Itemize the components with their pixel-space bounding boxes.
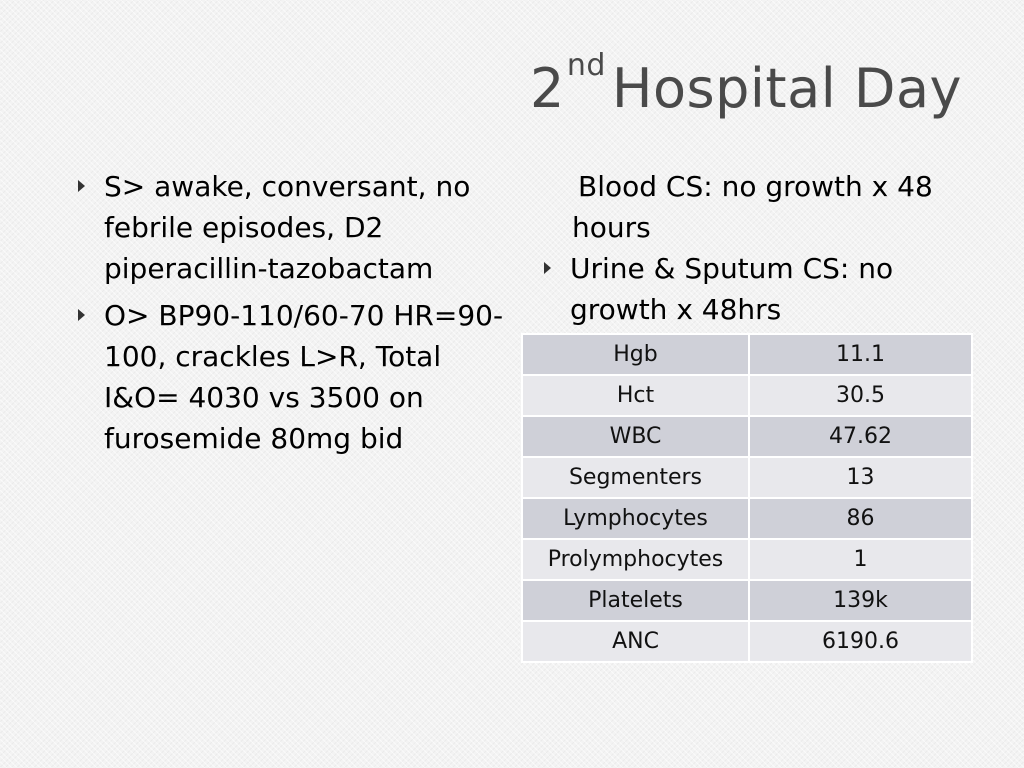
- subjective-text: S> awake, conversant, no febrile episodes, D2 piperacillin-tazobactam: [104, 170, 471, 285]
- table-row: [522, 580, 972, 621]
- lab-results-table: [521, 333, 973, 663]
- urine-sputum-text: Urine & Sputum CS: no growth x 48hrs: [570, 252, 894, 326]
- table-row: [522, 498, 972, 539]
- right-column: [540, 166, 990, 330]
- lab-value-cell: 139k: [749, 580, 972, 621]
- urine-sputum-bullet: [540, 248, 990, 330]
- table-row: [522, 457, 972, 498]
- table-row: [522, 334, 972, 375]
- lab-name-cell: Platelets: [522, 580, 749, 621]
- lab-name-cell: Hct: [522, 375, 749, 416]
- lab-value-cell: 30.5: [749, 375, 972, 416]
- bullet-arrow-icon: [78, 309, 85, 321]
- lab-name-cell: WBC: [522, 416, 749, 457]
- objective-bullet: [74, 295, 504, 459]
- left-column: [74, 166, 504, 465]
- title-superscript: nd: [566, 48, 606, 83]
- bullet-arrow-icon: [544, 262, 551, 274]
- lab-value-cell: 47.62: [749, 416, 972, 457]
- lab-name-cell: Hgb: [522, 334, 749, 375]
- table-row: [522, 416, 972, 457]
- lab-value-cell: 86: [749, 498, 972, 539]
- lab-value-cell: 6190.6: [749, 621, 972, 662]
- slide-title: [529, 48, 962, 126]
- lab-name-cell: Lymphocytes: [522, 498, 749, 539]
- lab-name-cell: Segmenters: [522, 457, 749, 498]
- lab-name-cell: Prolymphocytes: [522, 539, 749, 580]
- lab-value-cell: 1: [749, 539, 972, 580]
- title-prefix: 2: [529, 57, 565, 120]
- blood-culture-text: Blood CS: no growth x 48 hours: [572, 170, 933, 244]
- subjective-bullet: [74, 166, 504, 289]
- table-row: [522, 375, 972, 416]
- bullet-arrow-icon: [78, 180, 85, 192]
- lab-name-cell: ANC: [522, 621, 749, 662]
- table-row: [522, 539, 972, 580]
- objective-text: O> BP90-110/60-70 HR=90-100, crackles L>R, Total I&O= 4030 vs 3500 on furosemide 80mg bid: [104, 299, 504, 455]
- lab-value-cell: 11.1: [749, 334, 972, 375]
- table-row: [522, 621, 972, 662]
- lab-value-cell: 13: [749, 457, 972, 498]
- title-rest: Hospital Day: [611, 57, 962, 120]
